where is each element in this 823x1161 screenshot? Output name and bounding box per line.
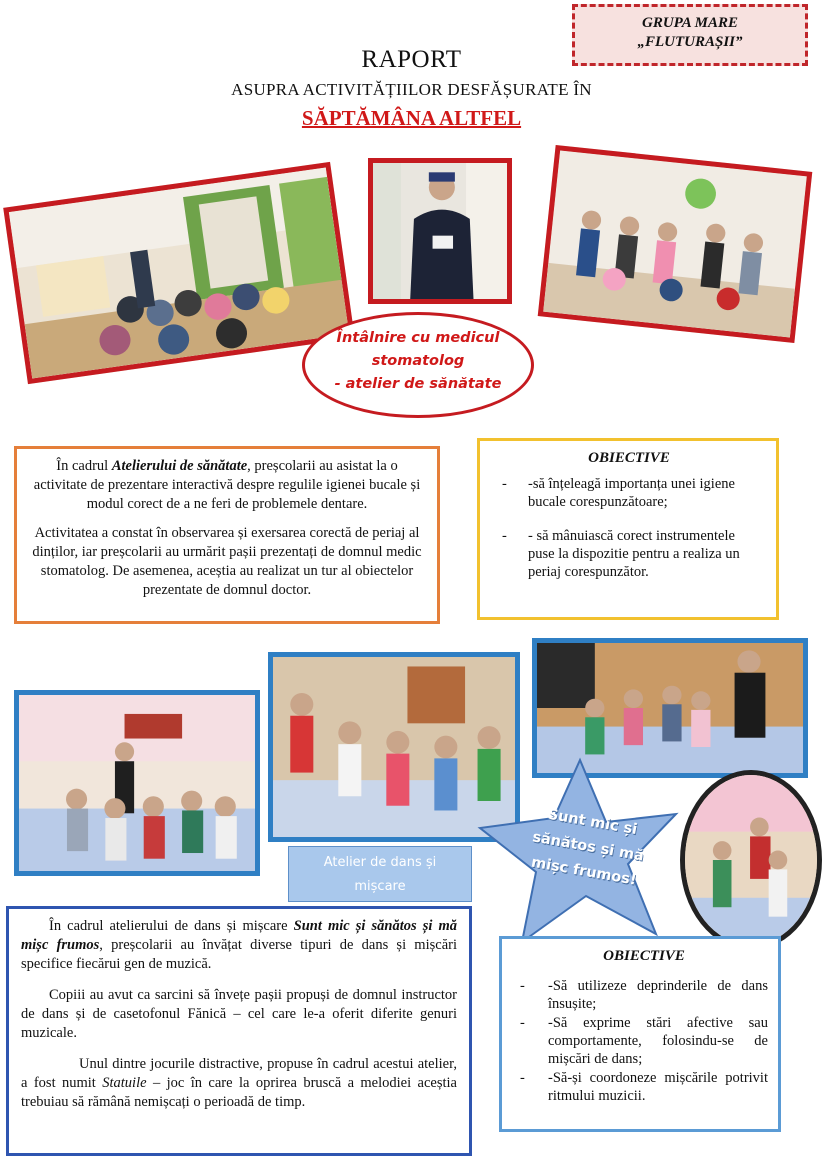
dance-workshop-description — [6, 906, 472, 1156]
objective-item — [520, 1069, 768, 1105]
objectives-list — [502, 475, 756, 581]
photo-dentist — [368, 158, 512, 304]
dance-workshop-label — [288, 846, 472, 902]
objective-text: - să mânuiască corect instrumentele puse la dispozitie pentru a realiza un periaj corespunzător. — [528, 528, 740, 580]
star-line-3: mișc frumos! — [529, 854, 638, 889]
dance-paragraph-2: Copiii au avut ca sarcini să învețe pașii propuși de domnul instructor de dans și de casetofonul Fănică – cel care le-a oferit diferite genuri muzicale. — [21, 987, 457, 1041]
list-dash: - — [520, 978, 525, 994]
health-paragraph-2: Activitatea a constat în observarea și exersarea corectă de periaj al dinților, iar preșcolarii au urmărit pașii prezentați de domnul medic stomatolog. De asemenea, aceștia au realizat un tur al obiectelor prezentate de domnul doctor. — [32, 525, 422, 598]
photo-classroom-children — [3, 162, 355, 384]
dance-paragraph-1 — [21, 917, 457, 974]
health-paragraph-1 — [29, 457, 425, 514]
star-line-1: Sunt mic și — [546, 806, 639, 839]
text-span: În cadrul atelierului de dans și mișcare — [49, 918, 294, 934]
text-span: , preșcolarii au învățat diverse tipuri de dans și mișcări specifice fiecărui gen de muzică. — [21, 937, 457, 972]
objectives-title: OBIECTIVE — [603, 948, 685, 964]
list-dash: - — [520, 1070, 525, 1086]
objective-item — [502, 527, 756, 581]
text-span: – joc în care la oprirea bruscă a melodiei aceștia trebuiau să rămână nemișcați o perioadă de timp. — [21, 1075, 457, 1110]
health-objectives — [477, 438, 779, 620]
label-line-2: mișcare — [354, 879, 406, 894]
report-subtitle: ASUPRA ACTIVITĂȚIILOR DESFĂȘURATE ÎN — [231, 80, 592, 99]
ellipse-line-1: Întâlnire cu medicul — [336, 330, 500, 346]
star-line-2: sănătos și mă — [531, 829, 645, 865]
badge-line-1: GRUPA MARE — [642, 15, 738, 31]
objective-item — [520, 1014, 768, 1068]
objective-text: -Să-și coordoneze mișcările potrivit ritmului muzicii. — [548, 1070, 768, 1104]
text-span: , preșcolarii au asistat la o activitate de prezentare interactivă despre regulile igienei bucale și modul corect de a ne feri de problemele dentare. — [33, 458, 421, 512]
list-dash: - — [502, 528, 507, 544]
objectives-title: OBIECTIVE — [588, 450, 670, 466]
report-highlight: SĂPTĂMÂNA ALTFEL — [301, 106, 522, 130]
objective-text: -Să utilizeze deprinderile de dans însușite; — [548, 978, 768, 1012]
emphasis-text: Sunt mic și sănătos și mă mișc frumos — [21, 918, 458, 953]
objectives-list — [520, 977, 768, 1105]
objective-text: -Să exprime stări afective sau comportamente, folosindu-se de mișcări de dans; — [548, 1015, 768, 1067]
label-line-1: Atelier de dans și — [323, 855, 437, 870]
emphasis-text: Atelierului de sănătate — [111, 458, 248, 474]
ellipse-line-2: stomatolog — [371, 353, 465, 369]
badge-line-2: „FLUTURAȘII” — [637, 34, 743, 50]
text-span: Unul dintre jocurile distractive, propuse în cadrul acestui atelier, a fost numit — [21, 1056, 457, 1091]
report-title: RAPORT — [361, 46, 462, 73]
photo-children-group — [538, 145, 813, 343]
objective-item — [502, 475, 756, 511]
dance-paragraph-3 — [21, 1055, 457, 1112]
list-dash: - — [502, 476, 507, 492]
text-span: În cadrul — [56, 458, 112, 474]
health-workshop-description — [14, 446, 440, 624]
objective-text: -să înțeleagă importanța unei igiene bucale corespunzătoare; — [528, 476, 735, 510]
health-workshop-title — [302, 312, 534, 418]
objective-item — [520, 977, 768, 1013]
dance-objectives — [499, 936, 781, 1132]
photo-dance-circle — [14, 690, 260, 876]
list-dash: - — [520, 1015, 525, 1031]
emphasis-text: Statuile — [102, 1075, 147, 1091]
ellipse-line-3: - atelier de sănătate — [334, 376, 502, 392]
